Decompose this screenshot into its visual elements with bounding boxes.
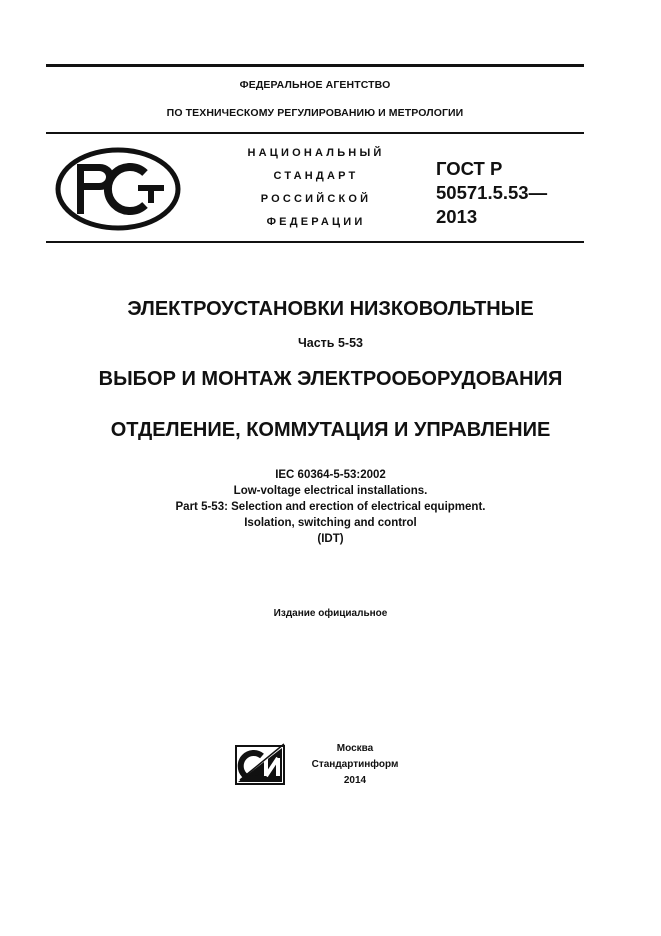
standartinform-logo-icon [232, 740, 288, 788]
standard-type-line-2: СТАНДАРТ [273, 170, 359, 182]
document-subtitle-1: ВЫБОР И МОНТАЖ ЭЛЕКТРООБОРУДОВАНИЯ [98, 368, 563, 390]
section-rule [46, 241, 584, 243]
designation-line-2: 50571.5.53— [436, 182, 548, 203]
designation-line-1: ГОСТ Р [436, 158, 503, 179]
publisher-block [300, 741, 410, 789]
publisher-name: Стандартинформ [311, 759, 399, 770]
iec-reference [0, 467, 661, 547]
publisher-year: 2014 [343, 775, 367, 786]
publisher-city: Москва [336, 743, 374, 754]
agency-line-2: ПО ТЕХНИЧЕСКОМУ РЕГУЛИРОВАНИЮ И МЕТРОЛОГИИ [166, 107, 464, 119]
iec-line-4: Isolation, switching and control [244, 517, 417, 529]
iec-line-5: (IDT) [317, 533, 344, 545]
document-title: ЭЛЕКТРОУСТАНОВКИ НИЗКОВОЛЬТНЫЕ [127, 298, 534, 320]
standard-type-line-3: РОССИЙСКОЙ [260, 193, 372, 205]
iec-line-1: IEC 60364-5-53:2002 [275, 469, 386, 481]
edition-label: Издание официальное [273, 608, 388, 619]
designation-line-3: 2013 [436, 206, 478, 227]
iec-line-2: Low-voltage electrical installations. [233, 485, 428, 497]
document-part: Часть 5-53 [298, 336, 363, 350]
standard-type-line-4: ФЕДЕРАЦИИ [266, 216, 366, 228]
header-rule [46, 132, 584, 134]
document-subtitle-2: ОТДЕЛЕНИЕ, КОММУТАЦИЯ И УПРАВЛЕНИЕ [110, 419, 551, 441]
gost-r-logo-icon [55, 145, 185, 233]
iec-line-3: Part 5-53: Selection and erection of electrical equipment. [175, 501, 486, 513]
top-rule [46, 64, 584, 67]
standard-type-line-1: НАЦИОНАЛЬНЫЙ [247, 147, 385, 159]
agency-line-1: ФЕДЕРАЛЬНОЕ АГЕНТСТВО [239, 79, 391, 91]
